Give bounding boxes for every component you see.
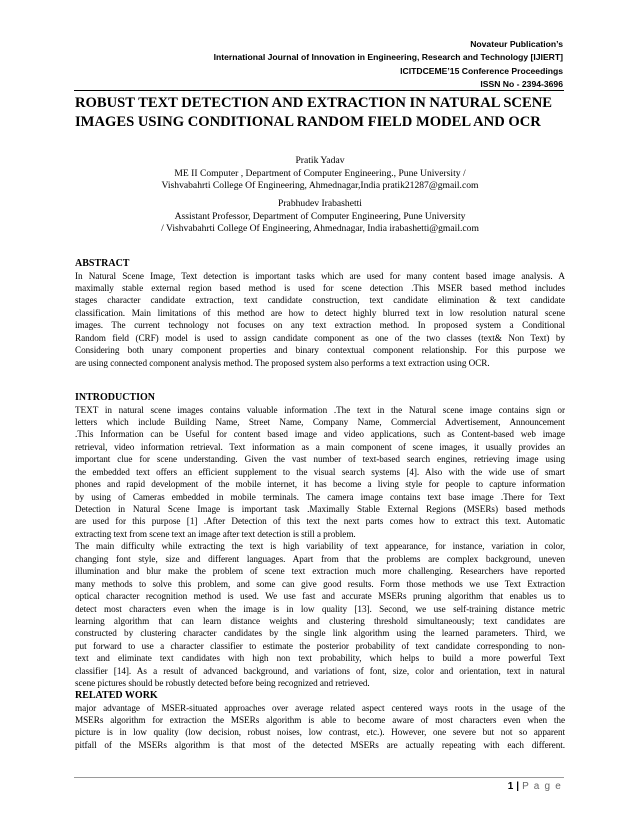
abstract-heading: ABSTRACT	[75, 258, 130, 269]
text-line: stages character candidate extraction, text candidate construction, text candidate elimination & text candidate	[75, 295, 565, 306]
introduction-heading: INTRODUCTION	[75, 392, 156, 403]
page-separator: |	[516, 781, 520, 792]
text-line: constructed by clustering character candidates by the single link algorithm using the learned parameters. Third, we	[75, 628, 565, 639]
text-line: letters which include Building Name, Street Name, Company Name, Commercial Advertisement, Announcement	[75, 416, 565, 427]
text-line: the embedded text offers an efficient supplement to the visual search systems [4]. Also with the wide use of smart	[75, 466, 565, 477]
author-name: Prabhudev Irabashetti	[278, 198, 362, 209]
author-affiliation: ME II Computer , Department of Computer Engineering., Pune University /	[174, 167, 466, 179]
text-line: maximally stable external region based method is used for scene detection .This MSER based method includes	[75, 282, 565, 293]
author-block	[75, 198, 565, 236]
related-work-body	[75, 702, 565, 752]
page-number-footer	[508, 781, 562, 792]
issn-number: ISSN No - 2394-3696	[480, 78, 563, 89]
text-line: changing font style, size and different languages. Apart from that the problems are complex background, uneven	[75, 553, 565, 564]
text-line: major advantage of MSER-situated approaches over average related aspect centered ways roots in the usage of the	[75, 702, 565, 713]
text-line: by using of Cameras embedded in mobile terminals. The camera image contains text base image .There for Text	[75, 491, 565, 502]
author-affiliation: Assistant Professor, Department of Computer Engineering, Pune University	[174, 210, 466, 222]
text-line: TEXT in natural scene images contains valuable information .The text in the Natural scene image contains sign or	[75, 404, 565, 415]
abstract-body	[75, 270, 565, 370]
text-line: The main difficulty while extracting the text is high variability of text appearance, for instance, variation in color,	[75, 541, 565, 552]
conference-name: ICITDCEME’15 Conference Proceedings	[400, 65, 563, 76]
text-line: are used for this purpose [1] .After Detection of this text the next parts comes how to extract this text. Automatic	[75, 516, 565, 527]
text-line: Considering both unary component properties and binary contextual component relationship. For this purpose we	[75, 345, 565, 356]
footer-rule	[74, 777, 564, 778]
author-affiliation: / Vishvabahrti College Of Engineering, Ahmednagar, India irabashetti@gmail.com	[161, 223, 479, 235]
text-line: are using connected component analysis method. The proposed system also performs a text extraction using OCR.	[75, 357, 490, 368]
author-block	[75, 155, 565, 193]
text-line: Random field (CRF) model is used to assign candidate component as one of the two classes (text& Non Text) by	[75, 332, 565, 343]
paper-title	[75, 94, 565, 132]
page-label: P a g e	[522, 781, 562, 792]
text-line: scene pictures should be robustly detected before being recognized and retrieved.	[75, 678, 370, 689]
page-number: 1	[507, 781, 514, 792]
text-line: MSERs algorithm for extraction the MSERs algorithm is able to become aware of most characters even when the	[75, 714, 565, 725]
title-line: IMAGES USING CONDITIONAL RANDOM FIELD MODEL AND OCR	[75, 114, 541, 130]
related-work-heading: RELATED WORK	[75, 690, 158, 701]
text-line: optical character recognition method is used. We use fast and accurate MSERs pruning algorithm that enables us to	[75, 591, 565, 602]
text-line: detect most characters even when the image is in low quality [13]. Second, we use self-training distance metric	[75, 603, 565, 614]
title-line: ROBUST TEXT DETECTION AND EXTRACTION IN NATURAL SCENE	[75, 95, 552, 111]
text-line: pitfall of the MSERs algorithm is that most of the detected MSERs are actually repeating with each different.	[75, 739, 565, 750]
text-line: Detection in Natural Scene Image is important task .Maximally Stable External Regions (MSERs) based methods	[75, 504, 565, 514]
text-line: picture is in low quality (low decision, robust noises, low contrast, etc.). However, one severe but not so apparent	[75, 727, 565, 738]
author-name: Pratik Yadav	[295, 155, 345, 166]
text-line: learning algorithm that can learn distance weights and clustering threshold simultaneously; text candidates are	[75, 615, 565, 626]
text-line: put forward to use a character classifier to estimate the posterior probability of text candidate corresponding to non-	[75, 640, 565, 651]
text-line: In Natural Scene Image, Text detection is important tasks which are used for many content based image analysis. A	[75, 270, 565, 281]
author-affiliation: Vishvabahrti College Of Engineering, Ahmednagar,India pratik21287@gmail.com	[161, 180, 479, 192]
text-line: text and eliminate text candidates with high non text probability, which helps to build a more powerful Text	[75, 653, 565, 664]
text-line: retrieval, video information retrieval. Text information as a main component of scene images, it usually provides an	[75, 441, 565, 452]
text-line: classifier [14]. As a result of advanced background, and variations of font, size, color and orientation, text in natural	[75, 665, 565, 676]
text-line: illumination and blur make the problem of scene text extraction much more challenging. Researchers have reported	[75, 566, 565, 577]
journal-header	[214, 38, 563, 91]
journal-name: International Journal of Innovation in Engineering, Research and Technology [IJIERT]	[213, 52, 563, 63]
text-line: .This Information can be Useful for content based image and video applications, such as Content-based web image	[75, 429, 565, 440]
text-line: many methods to solve this problem, and some can give good results. Form those methods we use Text Extraction	[75, 578, 565, 589]
introduction-body	[75, 404, 565, 690]
header-rule	[74, 90, 564, 91]
text-line: phones and rapid development of the mobile internet, it has become a living style for people to capture information	[75, 479, 565, 490]
text-line: images. The current technology not focuses on any text extraction method. In proposed system a Conditional	[75, 320, 565, 331]
publisher-name: Novateur Publication’s	[470, 39, 563, 49]
text-line: classification. Main limitations of this method are how to detect highly blurred text in low resolution natural scene	[75, 307, 565, 318]
text-line: important clue for scene understanding. Given the vast number of text-based search engines, retrieving image using	[75, 454, 565, 465]
text-line: extracting text from scene text an image after text detection is still a problem.	[75, 528, 356, 539]
